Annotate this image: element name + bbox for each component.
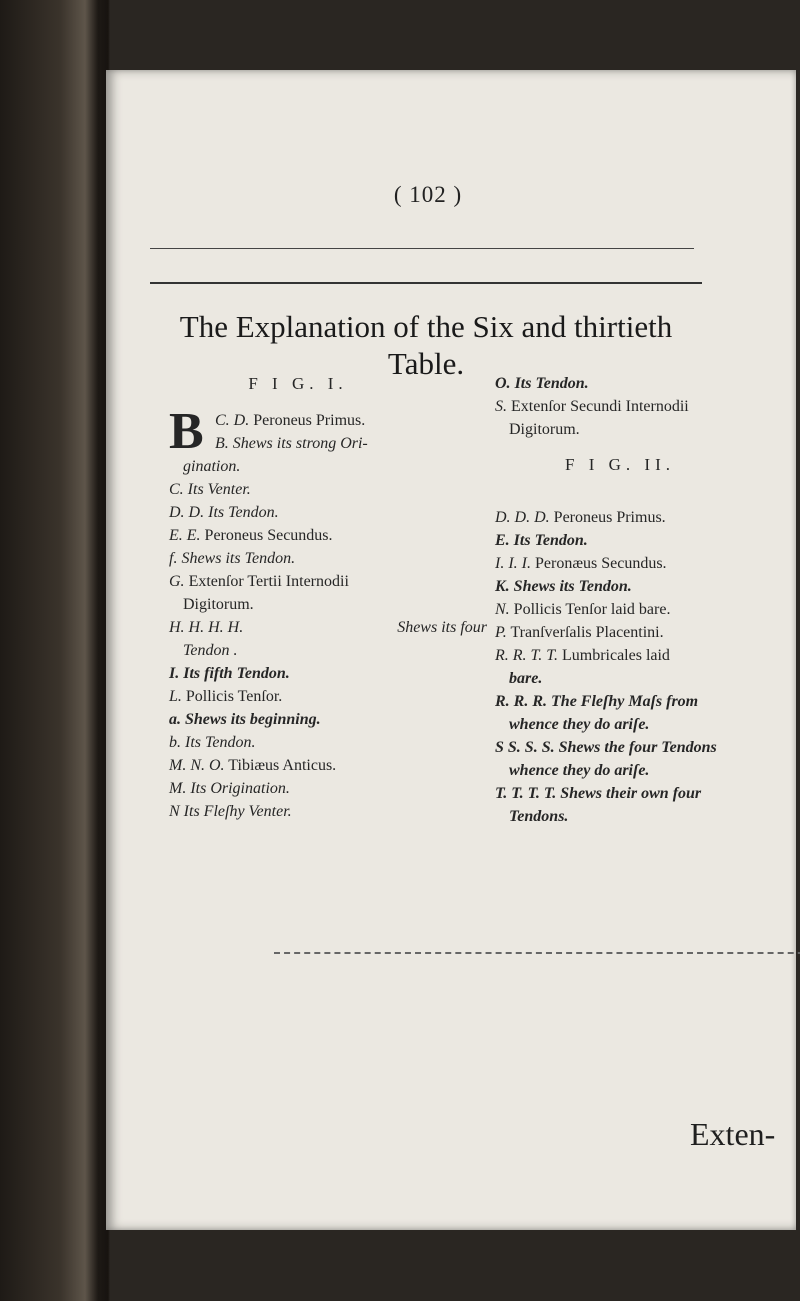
entry-line bbox=[169, 800, 487, 823]
entry-text: Tendon . bbox=[183, 642, 238, 659]
entry-text: Its Fleſhy Venter. bbox=[183, 803, 292, 820]
entry-lead: S S. S. S. bbox=[495, 739, 555, 756]
entry-text: Peroneus Primus. bbox=[253, 412, 366, 429]
entry-text: Shews its strong Ori- bbox=[232, 435, 368, 452]
entry-line bbox=[169, 731, 487, 754]
entry-lead: R. R. T. T. bbox=[495, 647, 558, 664]
entry-line bbox=[495, 552, 745, 575]
entry-line bbox=[495, 506, 745, 529]
entry-line bbox=[169, 593, 487, 616]
entry-text: bare. bbox=[509, 670, 543, 687]
entry-text: Tranſverſalis Placentini. bbox=[510, 624, 664, 641]
entry-lead: H. H. H. H. bbox=[169, 619, 244, 636]
entry-text: Shews its Tendon. bbox=[513, 578, 632, 595]
entry-lead: K. bbox=[495, 578, 510, 595]
entry-text: Its Origination. bbox=[190, 780, 290, 797]
entry-line bbox=[495, 759, 745, 782]
entry-lead: D. D. bbox=[169, 504, 205, 521]
bottom-rule bbox=[274, 952, 800, 954]
entry-lead: N. bbox=[495, 601, 510, 618]
entry-line bbox=[169, 524, 487, 547]
entry-line bbox=[169, 478, 487, 501]
entry-text: Shews its Tendon. bbox=[181, 550, 296, 567]
entry-line bbox=[169, 777, 487, 800]
entry-line bbox=[169, 501, 487, 524]
entry-text: Tendons. bbox=[509, 808, 569, 825]
entry-line bbox=[169, 616, 487, 639]
entry-line bbox=[495, 713, 745, 736]
entry-line bbox=[495, 395, 745, 418]
entry-line bbox=[215, 432, 487, 455]
entry-lead: f. bbox=[169, 550, 178, 567]
entry-text: Shews the four Tendons bbox=[558, 739, 717, 756]
entry-line bbox=[169, 455, 487, 478]
entry-line bbox=[169, 547, 487, 570]
entry-text: Digitorum. bbox=[509, 421, 580, 438]
entry-lead: E. bbox=[495, 532, 510, 549]
entry-line bbox=[495, 782, 745, 805]
entry-lead: B. bbox=[215, 435, 229, 452]
entry-line bbox=[169, 662, 487, 685]
entry-lead: E. E. bbox=[169, 527, 201, 544]
entry-line bbox=[495, 575, 745, 598]
entry-text: Its Tendon. bbox=[185, 734, 256, 751]
entry-lead: I. bbox=[169, 665, 180, 682]
page-title bbox=[126, 308, 726, 382]
entry-line bbox=[169, 639, 487, 662]
entry-lead: M. bbox=[169, 780, 187, 797]
entry-line bbox=[215, 409, 487, 432]
entry-text: The Fleſhy Maſs from bbox=[551, 693, 699, 710]
entry-text: Its Tendon. bbox=[208, 504, 279, 521]
fig1-heading: F I G. I. bbox=[248, 374, 348, 393]
entry-lead: C. D. bbox=[215, 412, 250, 429]
page-number: ( 102 ) bbox=[393, 182, 463, 207]
entry-line bbox=[495, 529, 745, 552]
entry-text: gination. bbox=[183, 458, 241, 475]
title-line-2: Table. bbox=[387, 346, 465, 381]
right-column bbox=[495, 372, 745, 828]
entry-text: Extenſor Tertii Internodii bbox=[188, 573, 349, 590]
entry-text: Its Venter. bbox=[187, 481, 251, 498]
entry-text: Pollicis Tenſor. bbox=[185, 688, 283, 705]
entry-line bbox=[495, 805, 745, 828]
entry-line bbox=[169, 685, 487, 708]
fig1-first-entry bbox=[169, 403, 487, 460]
entry-lead: O. bbox=[495, 375, 511, 392]
entry-lead: T. T. T. T. bbox=[495, 785, 557, 802]
entry-text: Digitorum. bbox=[183, 596, 254, 613]
entry-text: Pollicis Tenſor laid bare. bbox=[513, 601, 671, 618]
entry-text: Tibiæus Anticus. bbox=[228, 757, 337, 774]
entry-lead: C. bbox=[169, 481, 184, 498]
entry-line bbox=[495, 644, 745, 667]
entry-line bbox=[495, 372, 745, 395]
entry-text: whence they do ariſe. bbox=[509, 716, 650, 733]
entry-text: Shews their own four bbox=[560, 785, 702, 802]
entry-line bbox=[495, 621, 745, 644]
entry-line bbox=[169, 708, 487, 731]
entry-text: Shews its four bbox=[397, 619, 487, 636]
left-column bbox=[169, 372, 487, 823]
entry-lead: R. R. R. bbox=[495, 693, 548, 710]
entry-line bbox=[495, 418, 745, 441]
entry-line bbox=[169, 754, 487, 777]
header-rule bbox=[150, 282, 702, 284]
entry-lead: b. bbox=[169, 734, 181, 751]
entry-text: Peroneus Secundus. bbox=[204, 527, 333, 544]
entry-lead: M. N. O. bbox=[169, 757, 225, 774]
entry-line bbox=[495, 690, 745, 713]
entry-text: Extenſor Secundi Internodii bbox=[511, 398, 689, 415]
entry-lead: N bbox=[169, 803, 180, 820]
fig2-heading: F I G. II. bbox=[565, 455, 675, 474]
entry-lead: S. bbox=[495, 398, 507, 415]
entry-text: Its Tendon. bbox=[514, 375, 589, 392]
catchword: Exten- bbox=[690, 1116, 776, 1152]
entry-text: Lumbricales laid bbox=[561, 647, 670, 664]
entry-lead: G. bbox=[169, 573, 185, 590]
entry-text: Its fifth Tendon. bbox=[183, 665, 290, 682]
title-line-1: The Explanation of the Six and thirtieth bbox=[179, 309, 673, 344]
drop-cap: B bbox=[169, 403, 204, 460]
entry-lead: L. bbox=[169, 688, 182, 705]
entry-lead: I. I. I. bbox=[495, 555, 531, 572]
entry-text: whence they do ariſe. bbox=[509, 762, 650, 779]
entry-text: Its Tendon. bbox=[513, 532, 588, 549]
entry-line bbox=[495, 736, 745, 759]
entry-lead: P. bbox=[495, 624, 507, 641]
entry-text: Peroneus Primus. bbox=[553, 509, 666, 526]
entry-line bbox=[169, 570, 487, 593]
entry-lead: D. D. D. bbox=[495, 509, 550, 526]
entry-text: Shews its beginning. bbox=[185, 711, 321, 728]
entry-lead: a. bbox=[169, 711, 181, 728]
entry-text: Peronæus Secundus. bbox=[534, 555, 667, 572]
entry-line bbox=[495, 667, 745, 690]
top-rule bbox=[150, 248, 694, 249]
entry-line bbox=[495, 598, 745, 621]
